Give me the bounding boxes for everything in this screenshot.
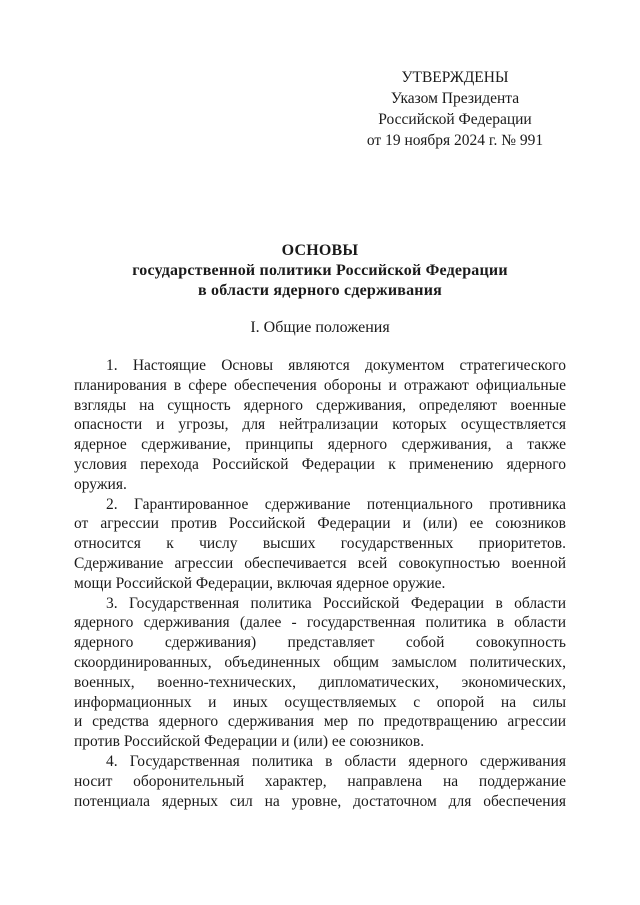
- paragraph-line: 1. Настоящие Основы являются документом стратегического: [106, 357, 566, 374]
- approval-stamp-block: [340, 67, 570, 151]
- paragraph-line: опасности и угрозы, для нейтрализации которых осуществляется: [74, 416, 566, 434]
- paragraph-line: планирования в сфере обеспечения обороны и отражают официальные: [74, 376, 566, 394]
- paragraph-line: от агрессии против Российской Федерации и (или) ее союзников: [74, 515, 566, 533]
- paragraph-line: носит оборонительный характер, направлена на поддержание: [74, 772, 566, 790]
- paragraph-line: 4. Государственная политика в области ядерного сдерживания: [106, 752, 566, 770]
- title-line: в области ядерного сдерживания: [198, 282, 442, 299]
- paragraph-line: Сдерживание агрессии обеспечивается всей совокупностью военной: [74, 554, 566, 572]
- paragraph-line: потенциала ядерных сил на уровне, достаточном для обеспечения: [74, 792, 566, 810]
- paragraph-line: 3. Государственная политика Российской Федерации в области: [106, 594, 566, 612]
- paragraph-line: относится к числу высших государственных приоритетов.: [74, 535, 566, 553]
- title-line: ОСНОВЫ: [281, 242, 359, 259]
- document-body: [74, 356, 566, 811]
- approval-line: Российской Федерации: [378, 111, 532, 128]
- paragraph-line: против Российской Федерации и (или) ее союзников.: [74, 733, 425, 751]
- document-title: [74, 241, 566, 301]
- approval-line: УТВЕРЖДЕНЫ: [401, 69, 509, 86]
- title-line: государственной политики Российской Федерации: [132, 262, 508, 279]
- paragraph-line: 2. Гарантированное сдерживание потенциального противника: [106, 495, 566, 513]
- approval-line: от 19 ноября 2024 г. № 991: [366, 132, 544, 149]
- paragraph-line: условия перехода Российской Федерации к применению ядерного: [74, 455, 566, 473]
- approval-line: Указом Президента: [390, 90, 520, 107]
- paragraph-line: информационных и иных осуществляемых с опорой на силы: [74, 693, 566, 711]
- paragraph-line: и средства ядерного сдерживания мер по предотвращению агрессии: [74, 713, 566, 731]
- paragraph-line: ядерного сдерживания (далее - государственная политика в области: [74, 614, 566, 632]
- paragraph-line: ядерное сдерживание, принципы ядерного сдерживания, а также: [74, 436, 566, 454]
- paragraph-line: мощи Российской Федерации, включая ядерное оружие.: [74, 574, 446, 592]
- paragraph-3: [74, 594, 566, 752]
- paragraph-line: скоординированных, объединенных общим замыслом политических,: [74, 653, 566, 671]
- paragraph-line: оружия.: [74, 475, 127, 493]
- section-heading: I. Общие положения: [250, 319, 390, 336]
- paragraph-line: ядерного сдерживания) представляет собой совокупность: [74, 634, 566, 652]
- paragraph-1: [74, 356, 566, 495]
- paragraph-line: военных, военно-технических, дипломатических, экономических,: [74, 673, 566, 691]
- paragraph-line: взгляды на сущность ядерного сдерживания, определяют военные: [74, 396, 566, 414]
- paragraph-2: [74, 495, 566, 594]
- paragraph-4: [74, 752, 566, 811]
